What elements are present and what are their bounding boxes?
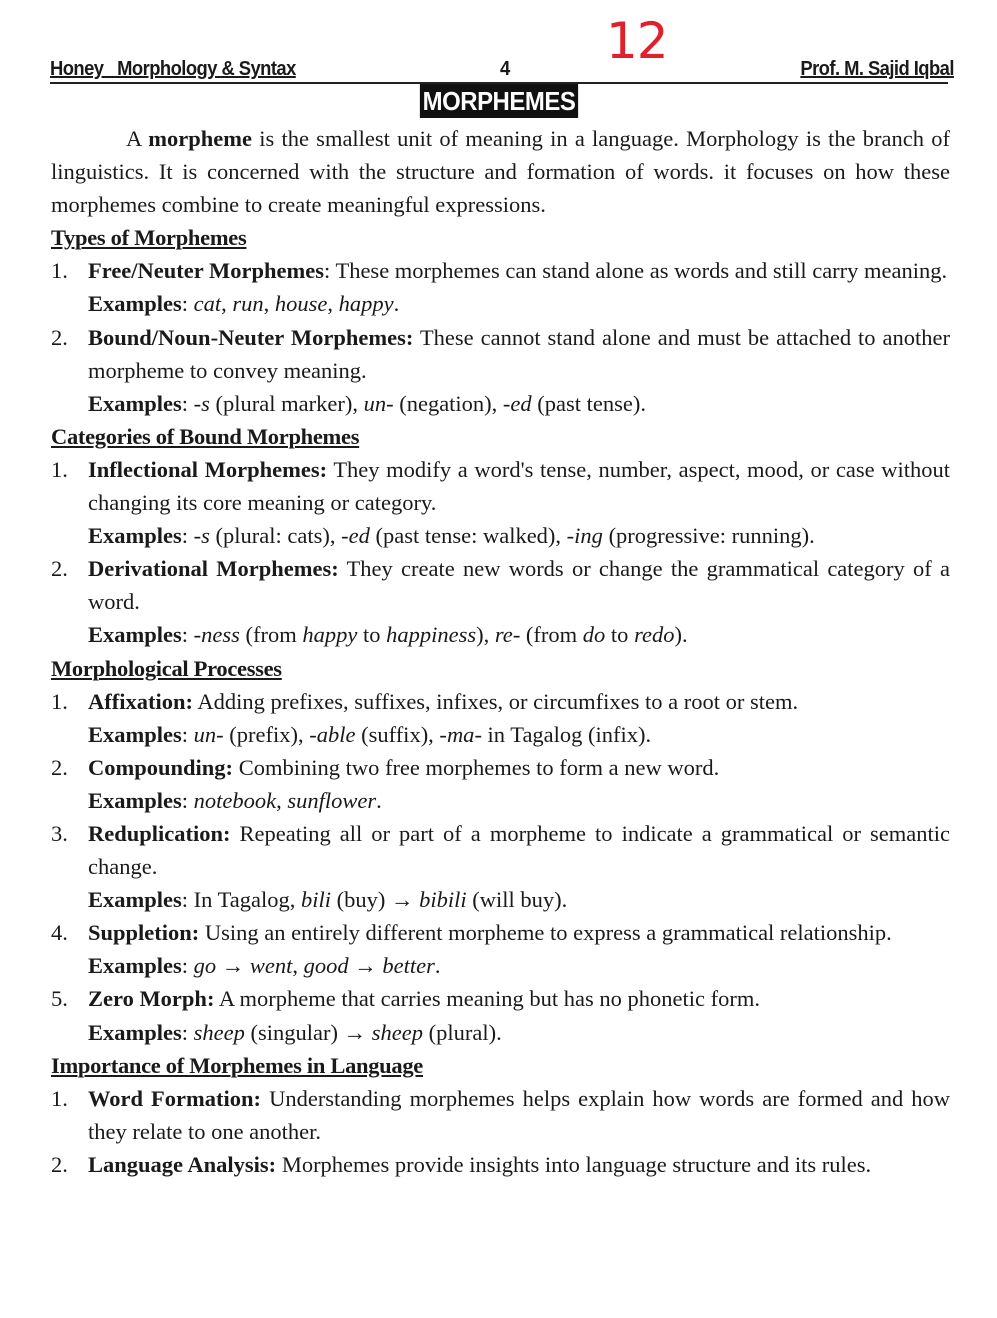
item-separator — [261, 1086, 269, 1111]
example-text: (plural: cats), - — [209, 523, 349, 549]
item-term: Word Formation: — [88, 1085, 262, 1111]
example-word: bili — [301, 887, 332, 913]
section-types — [51, 221, 950, 420]
item-description — [88, 453, 950, 519]
list-number: 2. — [51, 754, 68, 780]
example-text: - (from — [512, 622, 583, 648]
example-word: went — [249, 953, 293, 979]
example-word: cat — [193, 291, 222, 317]
examples-label: Examples — [88, 523, 182, 549]
item-term: Bound/Noun-Neuter Morphemes: — [88, 324, 414, 350]
section-importance — [51, 1049, 950, 1181]
example-text: - (prefix), - — [216, 721, 317, 747]
example-text: (past tense: walked), - — [369, 523, 575, 549]
document-body — [51, 122, 950, 1181]
example-text: . — [376, 787, 382, 813]
item-separator — [339, 556, 347, 581]
examples-label: Examples — [88, 622, 182, 648]
example-text: (progressive: running). — [602, 523, 815, 549]
section-categories — [51, 420, 950, 652]
example-text: : — [181, 953, 194, 979]
example-text: : — [181, 291, 194, 317]
example-word: bibili — [419, 887, 467, 913]
intro-term: morpheme — [148, 126, 252, 151]
processes-list — [51, 685, 950, 1049]
example-word: sheep — [371, 1019, 423, 1045]
list-item — [51, 1082, 950, 1148]
example-text: to — [357, 622, 387, 648]
example-text: - in Tagalog (infix). — [474, 721, 652, 747]
item-term: Compounding: — [88, 754, 234, 780]
item-description — [88, 1148, 950, 1181]
item-term: Free/Neuter Morphemes — [88, 258, 324, 284]
list-item — [51, 254, 950, 320]
item-text: They modify a word's tense, number, aspect, mood, or case without changing its core meaning or category. — [88, 456, 951, 516]
example-text: (singular) → — [244, 1019, 372, 1045]
example-text: (suffix), - — [355, 721, 447, 747]
example-text: . — [434, 953, 441, 979]
intro-article: A — [126, 126, 142, 151]
example-word: ing — [574, 523, 603, 549]
example-text: , — [221, 291, 233, 317]
list-number: 4. — [51, 920, 68, 946]
example-text: (past tense). — [531, 390, 647, 416]
example-word: sheep — [193, 1019, 245, 1045]
example-text: : — [181, 787, 194, 813]
example-text: . — [393, 291, 400, 317]
example-word: ma — [446, 721, 475, 747]
examples-label: Examples — [88, 787, 182, 813]
list-item — [51, 916, 950, 982]
example-word: s — [201, 390, 210, 416]
item-separator — [231, 821, 240, 846]
intro-paragraph — [51, 122, 950, 221]
example-text: , — [276, 787, 288, 813]
example-text: ), — [476, 622, 495, 648]
item-separator — [413, 325, 420, 350]
example-word: happiness — [386, 622, 477, 648]
page-header — [50, 50, 954, 84]
example-text: : - — [181, 390, 202, 416]
example-word: ed — [510, 390, 532, 416]
item-text: Adding prefixes, suffixes, infixes, or circumfixes to a root or stem. — [197, 688, 799, 714]
example-word: re — [494, 622, 513, 648]
red-page-number: 12 — [606, 12, 668, 70]
example-word: go — [193, 953, 217, 979]
title-wrapper — [0, 84, 997, 118]
item-term: Language Analysis: — [88, 1151, 277, 1177]
list-item — [51, 982, 950, 1048]
example-word: redo — [634, 622, 675, 648]
list-item — [51, 321, 950, 420]
example-word: able — [316, 721, 356, 747]
types-list — [51, 254, 950, 419]
example-word: un — [363, 390, 387, 416]
example-text: → — [216, 953, 250, 979]
item-description — [88, 751, 950, 784]
section-processes — [51, 652, 950, 1049]
list-number: 1. — [51, 456, 68, 482]
item-text: These morphemes can stand alone as words and still carry meaning. — [335, 258, 948, 284]
example-text: to — [605, 622, 635, 648]
example-word: s — [201, 523, 210, 549]
example-text: : In Tagalog, — [181, 887, 302, 913]
item-text: They create new words or change the grammatical category of a word. — [88, 556, 950, 615]
item-description — [88, 254, 950, 287]
example-text: (plural marker), — [209, 390, 364, 416]
header-course-title: Honey Morphology & Syntax — [50, 58, 296, 80]
item-text: Understanding morphemes helps explain how words are formed and how they relate to one another. — [88, 1085, 951, 1144]
examples-label: Examples — [88, 721, 182, 747]
example-word: ness — [201, 622, 240, 648]
list-number: 2. — [51, 556, 68, 582]
item-term: Suppletion: — [88, 920, 200, 946]
item-description — [88, 817, 950, 883]
item-description — [88, 1082, 950, 1148]
examples-line — [88, 949, 950, 982]
example-text: , — [292, 953, 304, 979]
item-description — [88, 685, 950, 718]
list-number: 1. — [51, 1085, 68, 1111]
item-text: Using an entirely different morpheme to express a grammatical relationship. — [204, 920, 892, 946]
item-text: Repeating all or part of a morpheme to indicate a grammatical or semantic change. — [88, 820, 951, 880]
item-term: Zero Morph: — [88, 986, 215, 1012]
header-author: Prof. M. Sajid Iqbal — [800, 58, 954, 80]
examples-label: Examples — [88, 1019, 182, 1045]
example-word: happy — [338, 291, 394, 317]
example-text: (plural). — [422, 1019, 502, 1045]
example-text: - (negation), - — [386, 390, 511, 416]
item-text: A morpheme that carries meaning but has no phonetic form. — [218, 986, 760, 1012]
list-number: 2. — [51, 324, 68, 350]
item-description — [88, 552, 950, 618]
example-text: (from — [239, 622, 303, 648]
list-number: 3. — [51, 820, 68, 846]
examples-label: Examples — [88, 953, 182, 979]
item-term: Reduplication: — [88, 820, 231, 846]
example-word: good — [303, 953, 349, 979]
section-heading: Importance of Morphemes in Language — [51, 1052, 423, 1078]
example-word: un — [193, 721, 217, 747]
example-word: better — [382, 953, 435, 979]
example-word: ed — [348, 523, 370, 549]
section-heading: Categories of Bound Morphemes — [51, 423, 360, 449]
item-description — [88, 982, 950, 1015]
examples-line — [88, 519, 950, 552]
example-text: : - — [181, 523, 202, 549]
example-word: notebook — [193, 787, 277, 813]
examples-line — [88, 287, 950, 320]
list-item — [51, 552, 950, 651]
item-term: Inflectional Morphemes: — [88, 456, 328, 482]
examples-label: Examples — [88, 887, 182, 913]
item-term: Affixation: — [88, 688, 193, 714]
examples-label: Examples — [88, 390, 182, 416]
item-text: Morphemes provide insights into language structure and its rules. — [281, 1151, 872, 1177]
item-text: Combining two free morphemes to form a new word. — [238, 754, 720, 780]
example-word: do — [582, 622, 606, 648]
header-page-number: 4 — [500, 58, 510, 80]
example-text: : — [181, 1019, 194, 1045]
examples-line — [88, 387, 950, 420]
examples-line — [88, 618, 950, 651]
list-number: 1. — [51, 688, 68, 714]
item-term: Derivational Morphemes: — [88, 556, 339, 582]
item-description — [88, 916, 950, 949]
page-title: MORPHEMES — [419, 84, 577, 118]
example-text: (will buy). — [466, 887, 568, 913]
example-word: happy — [302, 622, 358, 648]
example-text: → — [348, 953, 383, 979]
item-text: These cannot stand alone and must be attached to another morpheme to convey meaning. — [88, 324, 951, 383]
example-word: run — [232, 291, 264, 317]
intro-text: is the smallest unit of meaning in a language. Morphology is the branch of linguistics. It is concerned with the structure and formation of words. it focuses on how these morphemes combine to create meaningful expressions. — [51, 126, 950, 218]
list-item — [51, 685, 950, 751]
list-item — [51, 453, 950, 552]
example-text: ). — [674, 622, 688, 648]
example-word: sunflower — [287, 787, 377, 813]
examples-line — [88, 883, 950, 916]
example-text: : — [181, 721, 194, 747]
categories-list — [51, 453, 950, 652]
list-number: 1. — [51, 258, 68, 284]
list-item — [51, 817, 950, 916]
list-item — [51, 1148, 950, 1181]
examples-line — [88, 718, 950, 751]
example-text: , — [327, 291, 339, 317]
examples-label: Examples — [88, 291, 182, 317]
section-heading: Morphological Processes — [51, 655, 282, 681]
example-text: : - — [181, 622, 202, 648]
list-number: 2. — [51, 1151, 68, 1177]
example-text: , — [263, 291, 275, 317]
list-item — [51, 751, 950, 817]
examples-line — [88, 784, 950, 817]
importance-list — [51, 1082, 950, 1181]
list-number: 5. — [51, 986, 68, 1012]
example-text: (buy) → — [331, 887, 420, 913]
examples-line — [88, 1016, 950, 1049]
item-separator: : — [323, 258, 336, 284]
example-word: house — [274, 291, 328, 317]
section-heading: Types of Morphemes — [51, 225, 247, 251]
item-description — [88, 321, 950, 387]
